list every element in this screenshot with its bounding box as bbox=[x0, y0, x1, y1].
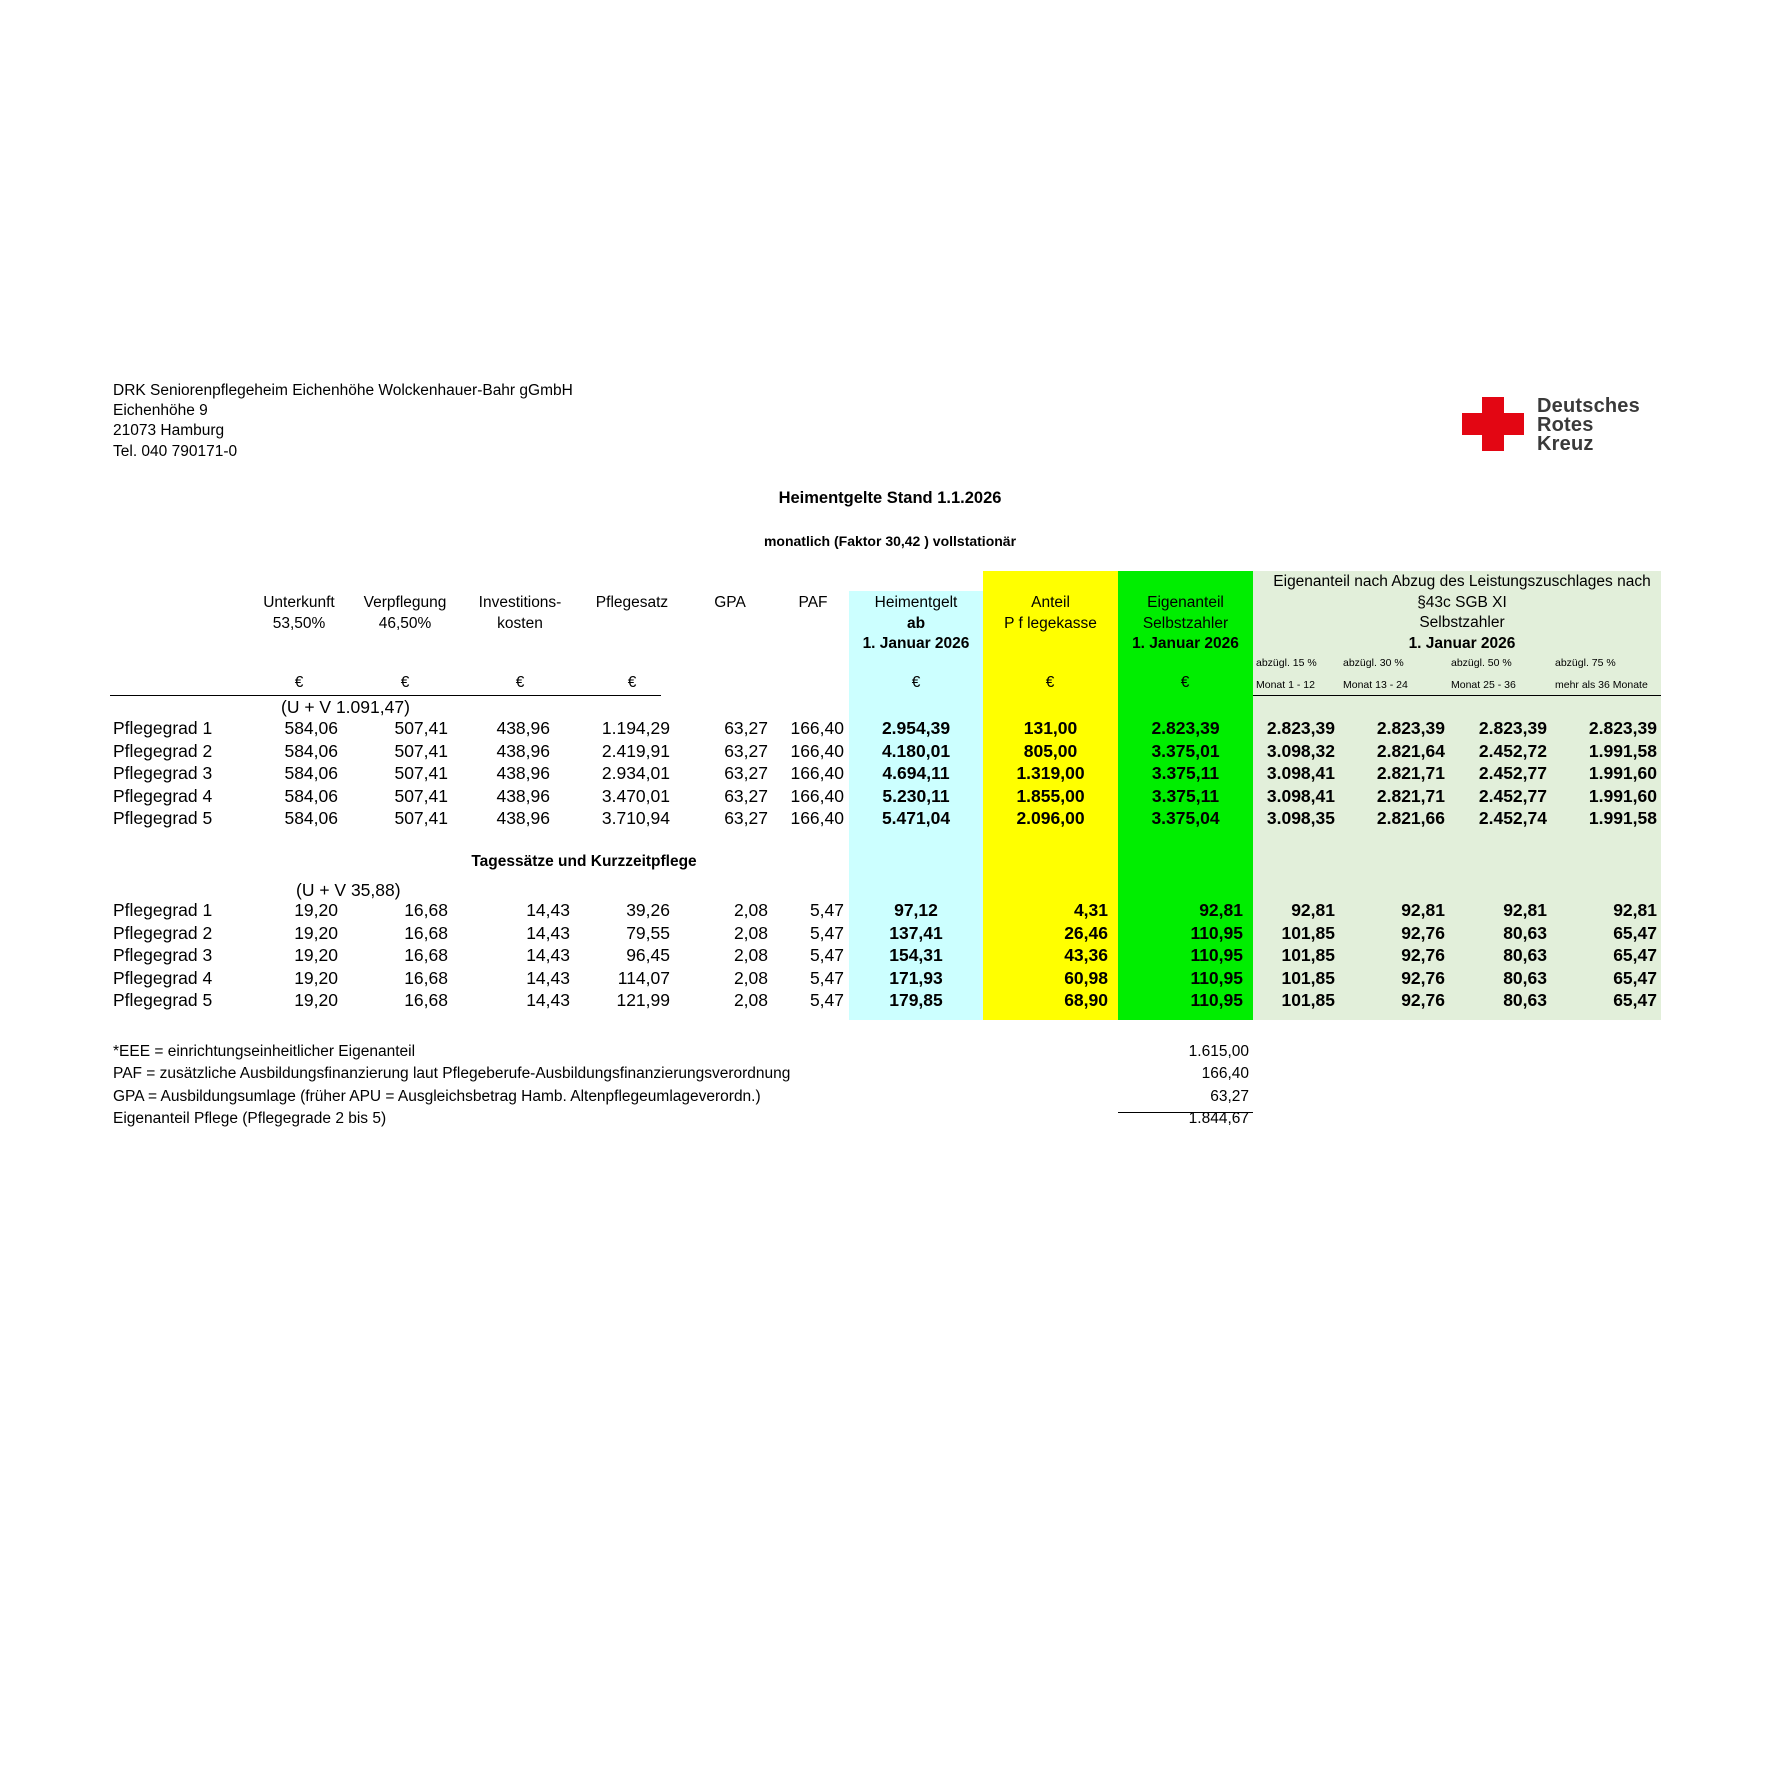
header-pflegesatz: Pflegesatz bbox=[595, 594, 669, 611]
abzug-15-label: abzügl. 15 % bbox=[1256, 657, 1317, 669]
table-cell: 2.821,64 bbox=[1376, 740, 1445, 761]
abzug-30-label: abzügl. 30 % bbox=[1343, 657, 1404, 669]
header-abzug: Eigenanteil nach Abzug des Leistungszuschlages nach §43c SGB XI Selbstzahler 1. Januar 2026 bbox=[1273, 573, 1651, 652]
table-cell: 1.855,00 bbox=[1016, 785, 1085, 806]
table-cell: 110,95 bbox=[1190, 945, 1243, 965]
table-cell: 16,68 bbox=[404, 922, 448, 943]
table-cell: 92,76 bbox=[1401, 990, 1445, 1010]
daily-section-heading: Tagessätze und Kurzzeitpflege bbox=[471, 853, 697, 870]
euro-pflegesatz: € bbox=[627, 674, 637, 691]
table-cell: 60,98 bbox=[1064, 967, 1108, 988]
table-cell: 3.375,11 bbox=[1151, 785, 1220, 806]
header-unterkunft: Unterkunft 53,50% bbox=[263, 594, 335, 632]
table-cell: 507,41 bbox=[394, 718, 448, 738]
table-cell: 584,06 bbox=[284, 785, 338, 806]
table-cell: 5,47 bbox=[809, 967, 844, 988]
table-cell: 2,08 bbox=[733, 900, 768, 920]
euro-heimentgelt: € bbox=[911, 674, 921, 691]
table-cell: 92,76 bbox=[1401, 967, 1445, 988]
table-cell: 92,81 bbox=[1401, 900, 1445, 920]
table-cell: 3.375,04 bbox=[1151, 808, 1220, 828]
table-cell: 65,47 bbox=[1613, 922, 1657, 943]
table-cell: 80,63 bbox=[1503, 990, 1547, 1010]
table-cell: 14,43 bbox=[526, 967, 570, 988]
red-cross-icon bbox=[1462, 397, 1524, 451]
table-cell: 65,47 bbox=[1613, 945, 1657, 965]
table-cell: 584,06 bbox=[284, 740, 338, 761]
table-cell: 2.821,71 bbox=[1376, 763, 1445, 783]
table-cell: 101,85 bbox=[1281, 922, 1335, 943]
page-subtitle: monatlich (Faktor 30,42 ) vollstationär bbox=[763, 533, 1017, 549]
table-cell: 14,43 bbox=[526, 990, 570, 1010]
table-cell: 2.823,39 bbox=[1266, 718, 1335, 738]
table-cell: 2.823,39 bbox=[1588, 718, 1657, 738]
footnote-value: 1.615,00 bbox=[1188, 1043, 1249, 1060]
row-label: Pflegegrad 2 bbox=[113, 740, 213, 761]
monat-36-plus-label: mehr als 36 Monate bbox=[1555, 679, 1648, 691]
header-paf: PAF bbox=[798, 594, 828, 611]
table-cell: 2.452,74 bbox=[1478, 808, 1547, 828]
abzug-50-label: abzügl. 50 % bbox=[1451, 657, 1512, 669]
drk-logo bbox=[1462, 397, 1524, 456]
table-cell: 19,20 bbox=[294, 967, 338, 988]
table-cell: 5,47 bbox=[809, 990, 844, 1010]
table-cell: 3.098,41 bbox=[1266, 763, 1335, 783]
table-cell: 110,95 bbox=[1190, 990, 1243, 1010]
table-cell: 19,20 bbox=[294, 922, 338, 943]
uv-note-daily: (U + V 35,88) bbox=[296, 880, 401, 900]
table-cell: 16,68 bbox=[404, 990, 448, 1010]
table-cell: 166,40 bbox=[790, 785, 844, 806]
table-cell: 438,96 bbox=[496, 718, 550, 738]
table-cell: 5,47 bbox=[809, 900, 844, 920]
table-cell: 5,47 bbox=[809, 922, 844, 943]
org-city: 21073 Hamburg bbox=[113, 422, 225, 439]
table-cell: 63,27 bbox=[724, 808, 768, 828]
table-cell: 438,96 bbox=[496, 808, 550, 828]
table-cell: 101,85 bbox=[1281, 990, 1335, 1010]
uv-note-monthly: (U + V 1.091,47) bbox=[281, 697, 410, 717]
euro-eigenanteil: € bbox=[1180, 674, 1190, 691]
table-cell: 14,43 bbox=[526, 922, 570, 943]
table-cell: 92,76 bbox=[1401, 945, 1445, 965]
row-label: Pflegegrad 1 bbox=[113, 900, 213, 920]
table-cell: 3.098,32 bbox=[1266, 740, 1335, 761]
euro-investition: € bbox=[515, 674, 525, 691]
table-cell: 137,41 bbox=[889, 922, 943, 943]
table-cell: 1.991,60 bbox=[1588, 763, 1657, 783]
table-cell: 3.098,35 bbox=[1266, 808, 1335, 828]
table-cell: 2.452,72 bbox=[1478, 740, 1547, 761]
table-cell: 584,06 bbox=[284, 718, 338, 738]
table-cell: 5,47 bbox=[809, 945, 844, 965]
row-label: Pflegegrad 2 bbox=[113, 922, 213, 943]
table-cell: 179,85 bbox=[889, 990, 943, 1010]
table-cell: 65,47 bbox=[1613, 990, 1657, 1010]
table-cell: 16,68 bbox=[404, 945, 448, 965]
table-cell: 2.954,39 bbox=[881, 718, 951, 738]
table-cell: 438,96 bbox=[496, 763, 550, 783]
table-cell: 92,81 bbox=[1291, 900, 1335, 920]
table-cell: 110,95 bbox=[1190, 922, 1243, 943]
table-cell: 154,31 bbox=[889, 945, 943, 965]
monat-1-12-label: Monat 1 - 12 bbox=[1256, 679, 1315, 691]
org-phone: Tel. 040 790171-0 bbox=[113, 443, 238, 460]
header-investitionskosten: Investitions- kosten bbox=[478, 594, 562, 632]
row-label: Pflegegrad 5 bbox=[113, 808, 213, 828]
table-cell: 92,81 bbox=[1503, 900, 1547, 920]
table-cell: 171,93 bbox=[889, 967, 943, 988]
logo-line-1: Deutsches bbox=[1537, 395, 1640, 417]
table-cell: 805,00 bbox=[1023, 740, 1078, 761]
table-cell: 4,31 bbox=[1073, 900, 1108, 920]
table-cell: 101,85 bbox=[1281, 967, 1335, 988]
table-cell: 63,27 bbox=[724, 718, 768, 738]
table-cell: 507,41 bbox=[394, 808, 448, 828]
table-cell: 110,95 bbox=[1190, 967, 1243, 988]
table-cell: 166,40 bbox=[790, 808, 844, 828]
table-cell: 14,43 bbox=[526, 900, 570, 920]
table-cell: 80,63 bbox=[1503, 945, 1547, 965]
table-cell: 92,76 bbox=[1401, 922, 1445, 943]
table-cell: 16,68 bbox=[404, 900, 448, 920]
table-cell: 2.096,00 bbox=[1016, 808, 1085, 828]
sum-rule bbox=[1118, 1112, 1253, 1113]
table-cell: 2,08 bbox=[733, 967, 768, 988]
monat-25-36-label: Monat 25 - 36 bbox=[1451, 679, 1516, 691]
table-cell: 1.319,00 bbox=[1016, 763, 1085, 783]
header-anteil-pflegekasse: Anteil P f legekasse bbox=[1004, 594, 1097, 632]
row-label: Pflegegrad 4 bbox=[113, 967, 213, 988]
org-name: DRK Seniorenpflegeheim Eichenhöhe Wolckenhauer-Bahr gGmbH bbox=[113, 382, 573, 399]
table-cell: 97,12 bbox=[894, 900, 938, 920]
footnote-label: GPA = Ausbildungsumlage (früher APU = Ausgleichsbetrag Hamb. Altenpflegeumlageverordn.) bbox=[113, 1087, 761, 1105]
table-cell: 507,41 bbox=[394, 785, 448, 806]
table-cell: 2.821,71 bbox=[1376, 785, 1445, 806]
table-cell: 63,27 bbox=[724, 785, 768, 806]
table-cell: 166,40 bbox=[790, 718, 844, 738]
abzug-75-label: abzügl. 75 % bbox=[1555, 657, 1616, 669]
table-cell: 92,81 bbox=[1613, 900, 1657, 920]
table-cell: 584,06 bbox=[284, 808, 338, 828]
footnote-label: *EEE = einrichtungseinheitlicher Eigenanteil bbox=[113, 1043, 416, 1060]
footnote-value: 166,40 bbox=[1201, 1065, 1249, 1083]
header-rule-right bbox=[1253, 695, 1661, 696]
table-cell: 19,20 bbox=[294, 990, 338, 1010]
table-cell: 3.375,01 bbox=[1151, 740, 1220, 761]
table-cell: 2.934,01 bbox=[601, 763, 670, 783]
table-cell: 121,99 bbox=[616, 990, 670, 1010]
table-cell: 131,00 bbox=[1023, 718, 1078, 738]
table-cell: 438,96 bbox=[496, 740, 550, 761]
table-cell: 166,40 bbox=[790, 763, 844, 783]
footnote-value: 63,27 bbox=[1210, 1087, 1249, 1105]
org-street: Eichenhöhe 9 bbox=[113, 402, 208, 419]
row-label: Pflegegrad 4 bbox=[113, 785, 213, 806]
table-cell: 1.991,58 bbox=[1588, 740, 1657, 761]
table-cell: 2.419,91 bbox=[601, 740, 670, 761]
table-cell: 14,43 bbox=[526, 945, 570, 965]
row-label: Pflegegrad 3 bbox=[113, 945, 213, 965]
table-cell: 438,96 bbox=[496, 785, 550, 806]
table-cell: 1.991,58 bbox=[1588, 808, 1657, 828]
row-label: Pflegegrad 3 bbox=[113, 763, 213, 783]
table-cell: 80,63 bbox=[1503, 922, 1547, 943]
table-cell: 92,81 bbox=[1199, 900, 1243, 920]
table-cell: 2,08 bbox=[733, 922, 768, 943]
table-cell: 96,45 bbox=[626, 945, 670, 965]
header-eigenanteil: Eigenanteil Selbstzahler 1. Januar 2026 bbox=[1132, 594, 1239, 652]
header-verpflegung: Verpflegung 46,50% bbox=[363, 594, 447, 632]
header-gpa: GPA bbox=[714, 594, 746, 611]
table-cell: 1.991,60 bbox=[1588, 785, 1657, 806]
table-cell: 166,40 bbox=[790, 740, 844, 761]
footnote-label: Eigenanteil Pflege (Pflegegrade 2 bis 5) bbox=[113, 1109, 387, 1127]
table-cell: 507,41 bbox=[394, 740, 448, 761]
euro-pflegekasse: € bbox=[1045, 674, 1055, 691]
footnote-label: PAF = zusätzliche Ausbildungsfinanzierung laut Pflegeberufe-Ausbildungsfinanzierungsverordnung bbox=[113, 1065, 791, 1083]
table-cell: 65,47 bbox=[1613, 967, 1657, 988]
table-cell: 3.098,41 bbox=[1266, 785, 1335, 806]
page-title: Heimentgelte Stand 1.1.2026 bbox=[778, 489, 1002, 507]
table-cell: 63,27 bbox=[724, 740, 768, 761]
table-cell: 63,27 bbox=[724, 763, 768, 783]
table-cell: 4.180,01 bbox=[881, 740, 951, 761]
table-cell: 16,68 bbox=[404, 967, 448, 988]
table-cell: 2.823,39 bbox=[1376, 718, 1445, 738]
header-heimentgelt: Heimentgelt ab 1. Januar 2026 bbox=[862, 594, 970, 652]
logo-line-3: Kreuz bbox=[1537, 433, 1594, 455]
table-cell: 114,07 bbox=[617, 967, 670, 988]
row-label: Pflegegrad 1 bbox=[113, 718, 213, 738]
table-cell: 2.823,39 bbox=[1151, 718, 1220, 738]
table-cell: 68,90 bbox=[1064, 990, 1108, 1010]
table-cell: 19,20 bbox=[294, 900, 338, 920]
table-cell: 2,08 bbox=[733, 945, 768, 965]
footnote-value: 1.844,67 bbox=[1188, 1109, 1249, 1127]
table-cell: 3.375,11 bbox=[1151, 763, 1220, 783]
table-cell: 80,63 bbox=[1503, 967, 1547, 988]
euro-unterkunft: € bbox=[294, 674, 304, 691]
euro-verpflegung: € bbox=[400, 674, 410, 691]
table-cell: 101,85 bbox=[1281, 945, 1335, 965]
table-cell: 2.823,39 bbox=[1478, 718, 1547, 738]
row-label: Pflegegrad 5 bbox=[113, 990, 213, 1010]
table-cell: 1.194,29 bbox=[601, 718, 670, 738]
table-cell: 79,55 bbox=[626, 922, 670, 943]
logo-line-2: Rotes bbox=[1537, 414, 1594, 436]
monat-13-24-label: Monat 13 - 24 bbox=[1343, 679, 1408, 691]
table-cell: 39,26 bbox=[626, 900, 670, 920]
table-cell: 2,08 bbox=[733, 990, 768, 1010]
table-cell: 3.710,94 bbox=[601, 808, 670, 828]
table-cell: 26,46 bbox=[1064, 922, 1108, 943]
table-cell: 5.471,04 bbox=[881, 808, 951, 828]
table-cell: 2.821,66 bbox=[1376, 808, 1445, 828]
table-cell: 584,06 bbox=[284, 763, 338, 783]
table-cell: 507,41 bbox=[394, 763, 448, 783]
table-cell: 3.470,01 bbox=[601, 785, 670, 806]
table-cell: 43,36 bbox=[1064, 945, 1108, 965]
table-cell: 2.452,77 bbox=[1478, 785, 1547, 806]
table-cell: 4.694,11 bbox=[882, 763, 950, 783]
table-cell: 2.452,77 bbox=[1478, 763, 1547, 783]
table-cell: 5.230,11 bbox=[882, 785, 950, 806]
table-cell: 19,20 bbox=[294, 945, 338, 965]
